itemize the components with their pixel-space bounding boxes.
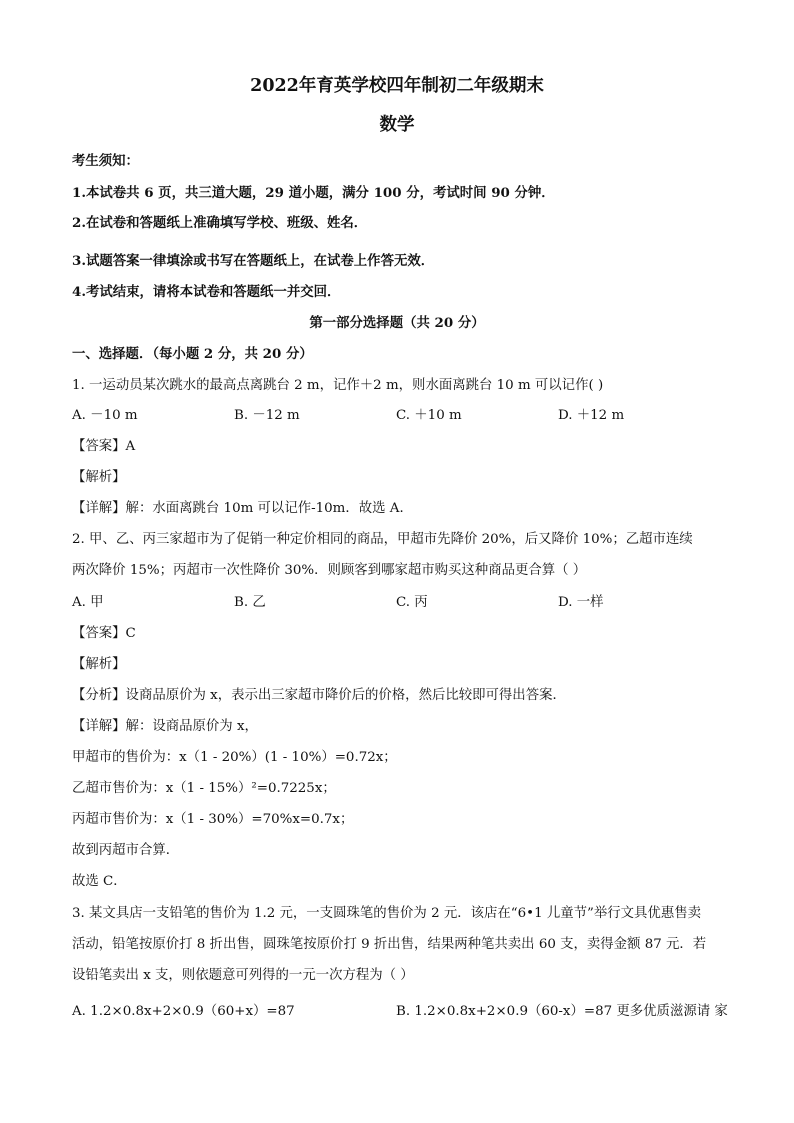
q2-answer: 【答案】C [72,626,136,641]
q2-solution-line: 甲超市的售价为：x（1 - 20%）(1 - 10%）=0.72x； [72,750,397,765]
notice-item-1: 1.本试卷共 6 页，共三道大题，29 道小题，满分 100 分，考试时间 90 分钟． [72,185,555,201]
q2-option-c: C. 丙 [396,595,428,610]
notice-item-2: 2.在试卷和答题纸上准确填写学校、班级、姓名． [72,215,368,231]
notice-heading: 考生须知： [72,153,139,169]
q1-option-b: B. －12 m [234,408,300,423]
q3-stem-line-3: 设铅笔卖出 x 支，则依题意可列得的一元一次方程为（ ） [72,968,414,983]
notice-item-3: 3.试题答案一律填涂或书写在答题纸上，在试卷上作答无效． [72,253,435,269]
q2-option-d: D. 一样 [558,595,604,610]
q3-stem-line-2: 活动，铅笔按原价打 8 折出售，圆珠笔按原价打 9 折出售，结果两种笔共卖出 60 支，卖得金额 87 元．若 [72,937,707,952]
q2-option-b: B. 乙 [234,595,266,610]
q1-option-c: C. ＋10 m [396,408,462,423]
q2-option-a: A. 甲 [72,595,104,610]
q2-solution-line: 乙超市售价为：x（1 - 15%）²=0.7225x； [72,781,336,796]
q1-detail: 【详解】解：水面离跳台 10m 可以记作-10m．故选 A． [72,501,413,516]
q3-stem-line-1: 3. 某文具店一支铅笔的售价为 1.2 元，一支圆珠笔的售价为 2 元．该店在“6•1 儿童节”举行文具优惠售卖 [72,906,701,921]
q1-answer: 【答案】A [72,439,136,454]
part1-title: 第一部分选择题（共 20 分） [309,315,485,331]
q3-option-a: A. 1.2×0.8x+2×0.9（60+x）=87 [72,1004,295,1019]
q2-analysis: 【解析】 [72,657,126,672]
subject-title: 数学 [379,115,415,135]
exam-title: 2022年育英学校四年制初二年级期末 [250,76,544,96]
q2-solution-line: 故到丙超市合算． [72,843,180,858]
q1-option-a: A. －10 m [72,408,138,423]
section-heading: 一、选择题．（每小题 2 分，共 20 分） [72,346,313,362]
q2-stem-line-1: 2. 甲、乙、丙三家超市为了促销一种定价相同的商品，甲超市先降价 20%，后又降价 10%；乙超市连续 [72,532,693,547]
q3-option-b: B. 1.2×0.8x+2×0.9（60-x）=87 更多优质滋源请 家 [396,1004,728,1019]
notice-item-4: 4.考试结束，请将本试卷和答题纸一并交回． [72,284,341,300]
q2-solution-line: 丙超市售价为：x（1 - 30%）=70%x=0.7x； [72,812,354,827]
q2-fenxi: 【分析】设商品原价为 x，表示出三家超市降价后的价格，然后比较即可得出答案． [72,688,566,703]
q1-stem: 1. 一运动员某次跳水的最高点离跳台 2 m，记作＋2 m，则水面离跳台 10 m 可以记作( ) [72,378,604,393]
q2-solution-line: 故选 C． [72,874,127,889]
q1-analysis: 【解析】 [72,470,126,485]
q2-detail: 【详解】解：设商品原价为 x， [72,719,258,734]
q2-stem-line-2: 两次降价 15%；丙超市一次性降价 30%．则顾客到哪家超市购买这种商品更合算（ ） [72,563,587,578]
q1-option-d: D. ＋12 m [558,408,625,423]
